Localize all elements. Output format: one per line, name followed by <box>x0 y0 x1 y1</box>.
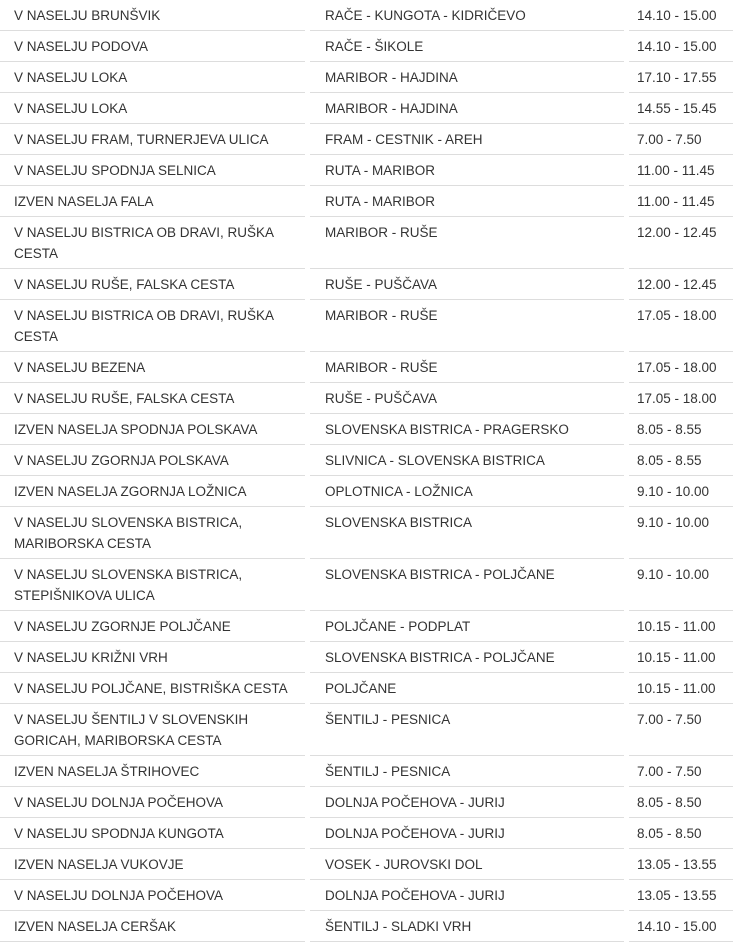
location-cell: V NASELJU KRIŽNI VRH <box>0 642 305 673</box>
route-cell: RUŠE - PUŠČAVA <box>310 383 624 414</box>
location-cell: V NASELJU SLOVENSKA BISTRICA, STEPIŠNIKOVA ULICA <box>0 559 305 611</box>
route-cell: FRAM - CESTNIK - AREH <box>310 124 624 155</box>
table-row <box>0 704 738 756</box>
route-cell: MARIBOR - RUŠE <box>310 217 624 269</box>
location-cell: IZVEN NASELJA ZGORNJA LOŽNICA <box>0 476 305 507</box>
table-row <box>0 217 738 269</box>
time-cell: 13.05 - 13.55 <box>629 880 733 911</box>
location-cell: IZVEN NASELJA CERŠAK <box>0 911 305 942</box>
route-cell: RAČE - KUNGOTA - KIDRIČEVO <box>310 0 624 31</box>
table-row <box>0 300 738 352</box>
route-cell: ŠENTILJ - SLADKI VRH <box>310 911 624 942</box>
location-cell: V NASELJU SPODNJA SELNICA <box>0 155 305 186</box>
table-row <box>0 93 738 124</box>
time-cell: 12.00 - 12.45 <box>629 217 733 269</box>
table-row <box>0 31 738 62</box>
table-row <box>0 849 738 880</box>
table-row <box>0 642 738 673</box>
time-cell: 8.05 - 8.55 <box>629 414 733 445</box>
location-cell: V NASELJU POLJČANE, BISTRIŠKA CESTA <box>0 673 305 704</box>
route-cell: POLJČANE - PODPLAT <box>310 611 624 642</box>
location-cell: V NASELJU BISTRICA OB DRAVI, RUŠKA CESTA <box>0 217 305 269</box>
location-cell: IZVEN NASELJA FALA <box>0 186 305 217</box>
time-cell: 11.00 - 11.45 <box>629 155 733 186</box>
time-cell: 17.10 - 17.55 <box>629 62 733 93</box>
table-row <box>0 611 738 642</box>
location-cell: V NASELJU BRUNŠVIK <box>0 0 305 31</box>
route-cell: ŠENTILJ - PESNICA <box>310 756 624 787</box>
table-row <box>0 756 738 787</box>
table-row <box>0 880 738 911</box>
time-cell: 11.00 - 11.45 <box>629 186 733 217</box>
table-row <box>0 352 738 383</box>
route-cell: RAČE - ŠIKOLE <box>310 31 624 62</box>
location-cell: V NASELJU SPODNJA KUNGOTA <box>0 818 305 849</box>
location-cell: IZVEN NASELJA ŠTRIHOVEC <box>0 756 305 787</box>
time-cell: 14.55 - 15.45 <box>629 93 733 124</box>
location-cell: V NASELJU PODOVA <box>0 31 305 62</box>
location-cell: IZVEN NASELJA SPODNJA POLSKAVA <box>0 414 305 445</box>
route-cell: VOSEK - JUROVSKI DOL <box>310 849 624 880</box>
time-cell: 10.15 - 11.00 <box>629 673 733 704</box>
table-row <box>0 124 738 155</box>
route-cell: POLJČANE <box>310 673 624 704</box>
table-row <box>0 507 738 559</box>
time-cell: 17.05 - 18.00 <box>629 383 733 414</box>
table-row <box>0 445 738 476</box>
location-cell: V NASELJU DOLNJA POČEHOVA <box>0 880 305 911</box>
time-cell: 10.15 - 11.00 <box>629 642 733 673</box>
table-row <box>0 155 738 186</box>
route-cell: SLIVNICA - SLOVENSKA BISTRICA <box>310 445 624 476</box>
location-cell: V NASELJU BISTRICA OB DRAVI, RUŠKA CESTA <box>0 300 305 352</box>
route-cell: SLOVENSKA BISTRICA - PRAGERSKO <box>310 414 624 445</box>
time-cell: 7.00 - 7.50 <box>629 704 733 756</box>
route-cell: MARIBOR - HAJDINA <box>310 62 624 93</box>
location-cell: V NASELJU ŠENTILJ V SLOVENSKIH GORICAH, MARIBORSKA CESTA <box>0 704 305 756</box>
location-cell: V NASELJU SLOVENSKA BISTRICA, MARIBORSKA CESTA <box>0 507 305 559</box>
table-row <box>0 414 738 445</box>
time-cell: 14.10 - 15.00 <box>629 0 733 31</box>
time-cell: 8.05 - 8.50 <box>629 787 733 818</box>
time-cell: 7.00 - 7.50 <box>629 756 733 787</box>
table-row <box>0 0 738 31</box>
time-cell: 14.10 - 15.00 <box>629 911 733 942</box>
table-row <box>0 62 738 93</box>
time-cell: 17.05 - 18.00 <box>629 300 733 352</box>
location-cell: V NASELJU RUŠE, FALSKA CESTA <box>0 383 305 414</box>
route-cell: MARIBOR - RUŠE <box>310 352 624 383</box>
route-cell: SLOVENSKA BISTRICA - POLJČANE <box>310 559 624 611</box>
route-cell: MARIBOR - HAJDINA <box>310 93 624 124</box>
table-row <box>0 383 738 414</box>
time-cell: 9.10 - 10.00 <box>629 476 733 507</box>
location-cell: IZVEN NASELJA VUKOVJE <box>0 849 305 880</box>
route-cell: RUŠE - PUŠČAVA <box>310 269 624 300</box>
route-cell: DOLNJA POČEHOVA - JURIJ <box>310 880 624 911</box>
table-row <box>0 818 738 849</box>
table-row <box>0 911 738 942</box>
time-cell: 7.00 - 7.50 <box>629 124 733 155</box>
route-cell: ŠENTILJ - PESNICA <box>310 704 624 756</box>
route-cell: MARIBOR - RUŠE <box>310 300 624 352</box>
location-cell: V NASELJU LOKA <box>0 62 305 93</box>
table-row <box>0 186 738 217</box>
time-cell: 9.10 - 10.00 <box>629 507 733 559</box>
route-cell: RUTA - MARIBOR <box>310 186 624 217</box>
table-row <box>0 673 738 704</box>
time-cell: 13.05 - 13.55 <box>629 849 733 880</box>
location-cell: V NASELJU RUŠE, FALSKA CESTA <box>0 269 305 300</box>
location-cell: V NASELJU BEZENA <box>0 352 305 383</box>
location-cell: V NASELJU FRAM, TURNERJEVA ULICA <box>0 124 305 155</box>
time-cell: 9.10 - 10.00 <box>629 559 733 611</box>
route-cell: DOLNJA POČEHOVA - JURIJ <box>310 818 624 849</box>
route-cell: OPLOTNICA - LOŽNICA <box>310 476 624 507</box>
location-cell: V NASELJU ZGORNJA POLSKAVA <box>0 445 305 476</box>
time-cell: 17.05 - 18.00 <box>629 352 733 383</box>
time-cell: 10.15 - 11.00 <box>629 611 733 642</box>
time-cell: 8.05 - 8.50 <box>629 818 733 849</box>
route-cell: SLOVENSKA BISTRICA <box>310 507 624 559</box>
route-cell: RUTA - MARIBOR <box>310 155 624 186</box>
route-cell: DOLNJA POČEHOVA - JURIJ <box>310 787 624 818</box>
location-cell: V NASELJU ZGORNJE POLJČANE <box>0 611 305 642</box>
route-cell: SLOVENSKA BISTRICA - POLJČANE <box>310 642 624 673</box>
location-cell: V NASELJU DOLNJA POČEHOVA <box>0 787 305 818</box>
time-cell: 14.10 - 15.00 <box>629 31 733 62</box>
time-cell: 8.05 - 8.55 <box>629 445 733 476</box>
table-row <box>0 559 738 611</box>
time-cell: 12.00 - 12.45 <box>629 269 733 300</box>
table-row <box>0 269 738 300</box>
table-row <box>0 787 738 818</box>
table-row <box>0 476 738 507</box>
location-cell: V NASELJU LOKA <box>0 93 305 124</box>
